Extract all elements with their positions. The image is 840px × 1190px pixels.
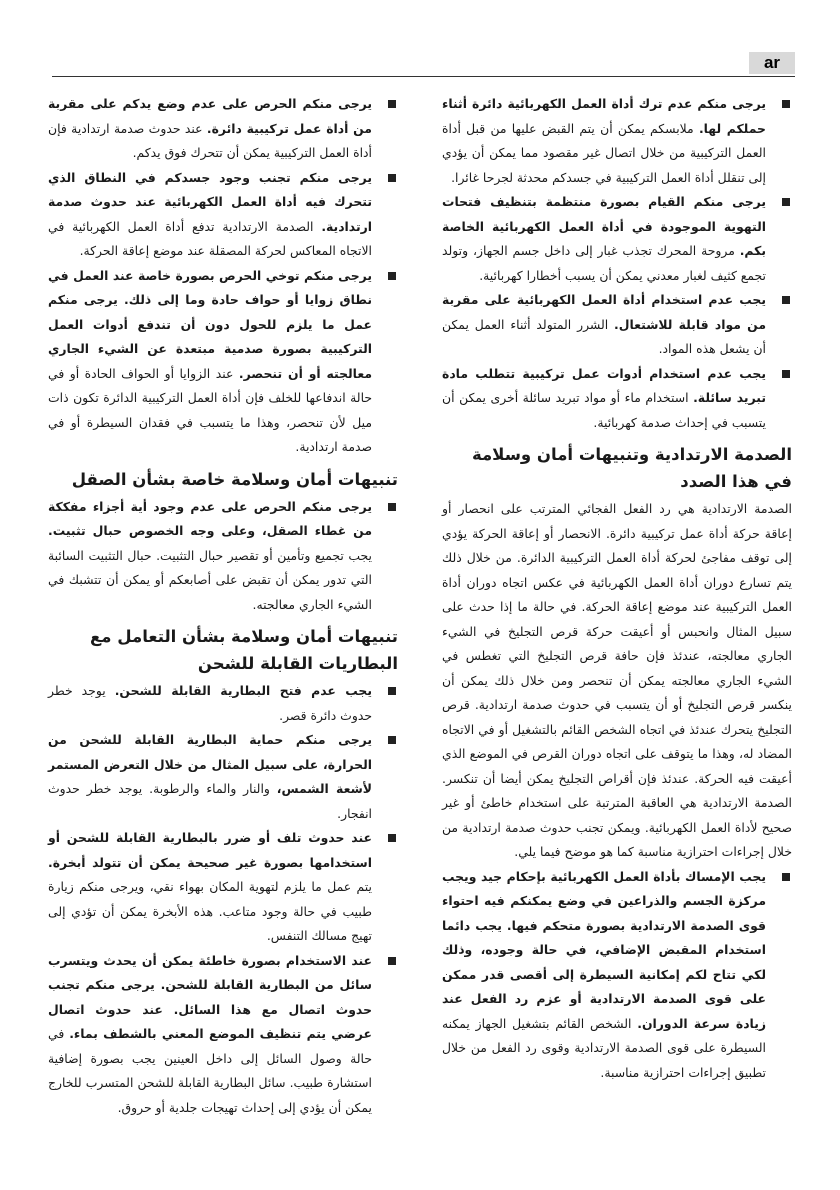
polishing-heading: تنبيهات أمان وسلامة خاصة بشأن الصقل <box>71 469 398 489</box>
bullet-square-icon <box>388 834 396 842</box>
list-item: يرجى منكم توخي الحرص بصورة خاصة عند العمل في نطاق زوايا أو حواف حادة وما إلى ذلك. يرجى منكم عمل ما يلزم للحول دون أن تندفع أدوات العمل التركيبية بصورة صدمية مبتعدة عن الشيء الجاري معالجته أو أن تنحصر. عند الزوايا أو الحواف الحادة أو في حالة اندفاعها للخلف فإن أداة العمل التركيبية الدائرة تكون ذات ميل لأن تنحصر، وهذا ما يتسبب في فقدان السيطرة أو في صدمة ارتدادية. <box>48 264 398 460</box>
list-item: يرجى منكم تجنب وجود جسدكم في النطاق الذي تتحرك فيه أداة العمل الكهربائية عند حدوث صدمة ارتدادية. الصدمة الارتدادية تدفع أداة العمل الكهربائية في الاتجاه المعاكس لحركة المصقلة عند موضع إعاقة الحركة. <box>48 166 398 264</box>
list-item: يجب عدم فتح البطارية القابلة للشحن. يوجد خطر حدوث دائرة قصر. <box>48 679 398 728</box>
bullet-square-icon <box>388 503 396 511</box>
kickback-heading: الصدمة الارتدادية وتنبيهات أمان وسلامة في هذا الصدد <box>471 445 792 491</box>
battery-heading: تنبيهات أمان وسلامة بشأن التعامل مع البطاريات القابلة للشحن <box>90 627 398 673</box>
bullet-square-icon <box>782 873 790 881</box>
list-item: يجب الإمساك بأداة العمل الكهربائية بإحكام جيد ويجب مركزة الجسم والذراعين في وضع يمكنكم فيه احتواء قوى الصدمة الارتدادية بصورة متحكم فيها. يجب دائما استخدام المقبض الإضافي، في حالة وجوده، وذلك لكي تتاح لكم إمكانية السيطرة إلى أقصى قدر ممكن على قوى الصدمة الارتدادية أو عزم رد الفعل عند زيادة سرعة الدوران. الشخص القائم بتشغيل الجهاز يمكنه السيطرة على قوى الصدمة الارتدادية وقوى رد الفعل من خلال تطبيق إجراءات احترازية مناسبة. <box>442 865 792 1086</box>
bullet-square-icon <box>782 100 790 108</box>
bullet-square-icon <box>388 272 396 280</box>
bullet-square-icon <box>782 370 790 378</box>
list-item: عند حدوث تلف أو ضرر بالبطارية القابلة للشحن أو استخدامها بصورة غير صحيحة يمكن أن تتولد أبخرة. يتم عمل ما يلزم لتهوية المكان بهواء نقي، ويرجى منكم زيارة طبيب في حالة وجود متاعب. هذه الأبخرة يمكن أن تؤدي إلى تهيج مسالك التنفس. <box>48 826 398 949</box>
bullet-square-icon <box>388 174 396 182</box>
bullet-square-icon <box>388 736 396 744</box>
list-item: يرجى منكم الحرص على عدم وجود أية أجزاء مفككة من غطاء الصقل، وعلى وجه الخصوص حبال تثبيت. يجب تجميع وتأمين أو تقصير حبال التثبيت. حبال التثبيت السائبة التي تدور يمكن أن تقبض على أصابعكم أو يمكن أن تتشبك في الشيء الجاري معالجته. <box>48 495 398 618</box>
language-tag: ar <box>749 52 795 74</box>
list-item: يرجى منكم حماية البطارية القابلة للشحن من الحرارة، على سبيل المثال من خلال التعرض المستمر لأشعة الشمس، والنار والماء والرطوبة. يوجد خطر حدوث انفجار. <box>48 728 398 826</box>
bullet-square-icon <box>782 198 790 206</box>
right-column <box>442 92 792 1085</box>
list-item: يجب عدم استخدام أدوات عمل تركيبية تتطلب مادة تبريد سائلة. استخدام ماء أو مواد تبريد سائلة أخرى يمكن أن يتسبب في إحداث صدمة كهربائية. <box>442 362 792 436</box>
list-item: يرجى منكم القيام بصورة منتظمة بتنظيف فتحات التهوية الموجودة في أداة العمل الكهربائية الخاصة بكم. مروحة المحرك تجذب غبار إلى داخل جسم الجهاز، وتولد تجمع كثيف لغبار معدني يمكن أن يسبب أخطارا كهربائية. <box>442 190 792 288</box>
list-item: يرجى منكم عدم ترك أداة العمل الكهربائية دائرة أثناء حملكم لها. ملابسكم يمكن أن يتم القبض عليها من قبل أداة العمل التركيبية من خلال اتصال غير مقصود مما يمكن أن يؤدي إلى تنقلل أداة العمل التركيبية في جسدكم محدثة لجرحا غائرا. <box>442 92 792 190</box>
bullet-square-icon <box>782 296 790 304</box>
list-item: يرجى منكم الحرص على عدم وضع يدكم على مقربة من أداة عمل تركيبية دائرة. عند حدوث صدمة ارتدادية فإن أداة العمل التركيبية يمكن أن تتحرك فوق يدكم. <box>48 92 398 166</box>
bullet-square-icon <box>388 957 396 965</box>
header-rule <box>52 76 795 77</box>
left-column <box>48 92 398 1120</box>
list-item: يجب عدم استخدام أداة العمل الكهربائية على مقربة من مواد قابلة للاشتعال. الشرر المتولد أثناء العمل يمكن أن يشعل هذه المواد. <box>442 288 792 362</box>
kickback-paragraph: الصدمة الارتدادية هي رد الفعل الفجائي المترتب على انحصار أو إعاقة حركة أداة عمل تركيبية دائرة. الانحصار أو إعاقة الحركة يؤدي إلى توقف مفاجئ لحركة أداة العمل التركيبية الدائرة. من خلال ذلك يتم تسارع دوران أداة العمل الكهربائية في عكس اتجاه دوران أداة العمل التركيبية عند موضع إعاقة الحركة. في حالة ما إذا حدث على سبيل المثال وانحبس أو أعيقت حركة قرص التجليخ في الشيء الجاري معالجته، عندئذ فإن حافة قرص التجليخ التي تغطس في الشيء الجاري معالجته يمكن أن تنحصر ومن خلال ذلك يمكن أن ينكسر قرص التجليخ أو أن يتسبب في حدوث صدمة ارتدادية. قرص التجليخ يتحرك عندئذ في اتجاه الشخص القائم بالتشغيل أو في الاتجاه المضاد له، وهذا ما يتوقف على اتجاه دوران القرص في الموضع الذي أعيقت فيه الحركة. عندئذ فإن أقراص التجليخ يمكن أيضا أن تنكسر. الصدمة الارتدادية هي العاقبة المترتبة على استخدام خاطئ أو غير صحيح لأداة العمل الكهربائية. ويمكن تجنب حدوث صدمة ارتدادية من خلال إجراءات احترازية مناسبة كما هو موضح فيما يلي. <box>442 501 792 859</box>
bullet-square-icon <box>388 687 396 695</box>
bullet-square-icon <box>388 100 396 108</box>
list-item: عند الاستخدام بصورة خاطئة يمكن أن يحدث ويتسرب سائل من البطارية القابلة للشحن. يرجى منكم تجنب حدوث اتصال مع هذا السائل. عند حدوث اتصال عرضي يتم تنظيف الموضع المعني بالشطف بماء. في حالة وصول السائل إلى داخل العينين يجب بصورة إضافية استشارة طبيب. سائل البطارية القابلة للشحن المتسرب للخارج يمكن أن يؤدي إلى إحداث تهيجات جلدية أو حروق. <box>48 949 398 1121</box>
